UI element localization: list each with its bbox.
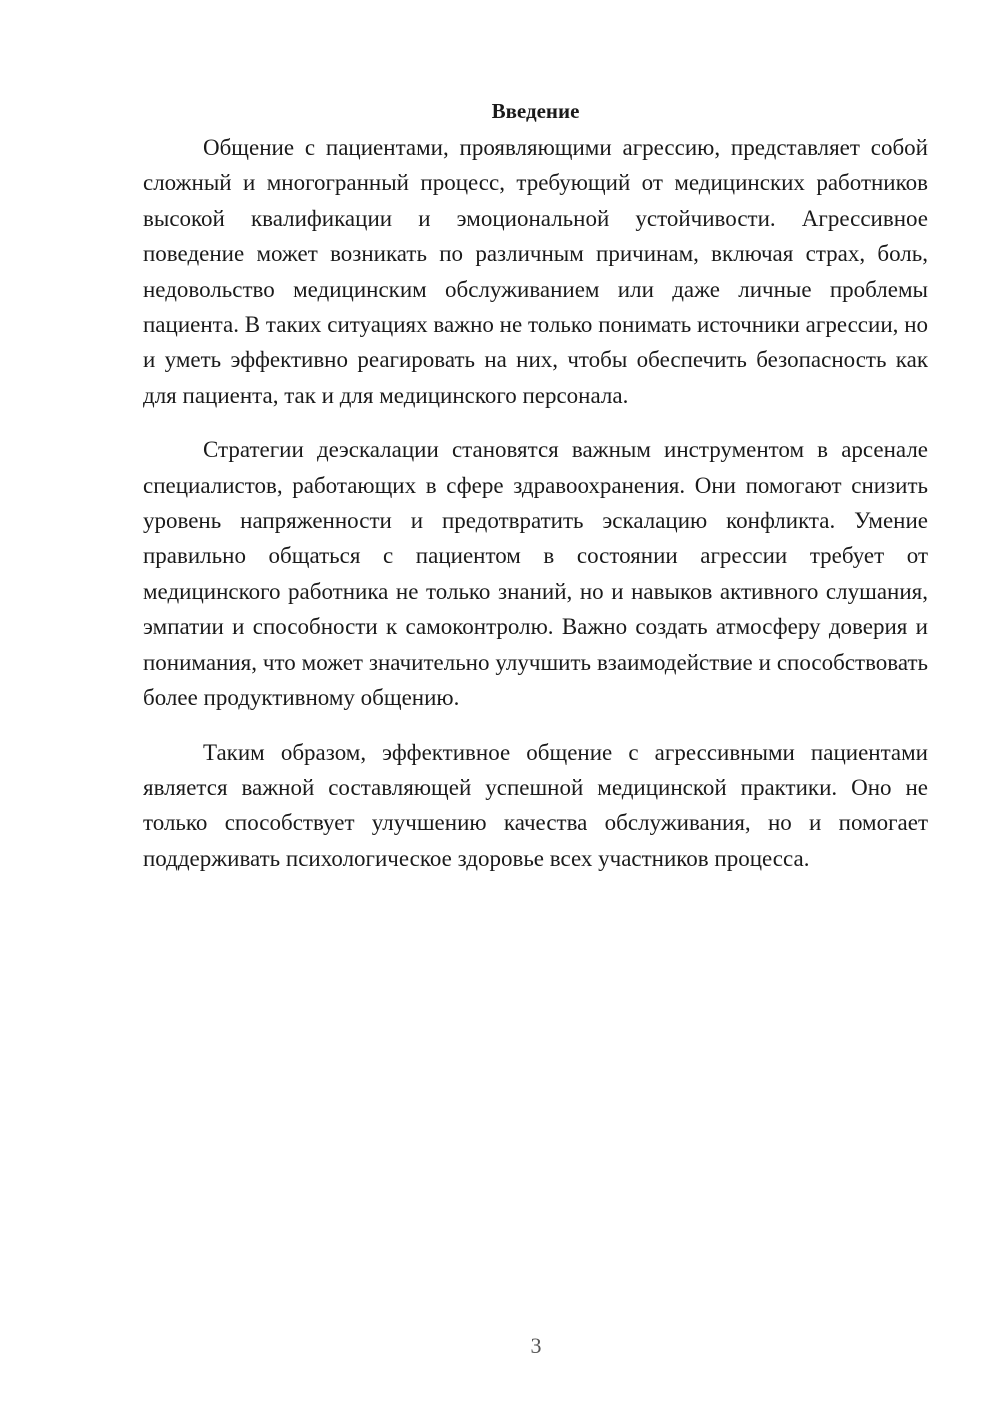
page-content — [143, 96, 928, 895]
page-number: 3 — [530, 1333, 542, 1358]
paragraph-3: Таким образом, эффективное общение с агрессивными пациентами является важной составляющей успешной медицинской практики. Оно не только способствует улучшению качества обслуживания, но и помогает поддерживать психологическое здоровье всех участников процесса. — [143, 739, 928, 871]
paragraph-1: Общение с пациентами, проявляющими агрессию, представляет собой сложный и многогранный процесс, требующий от медицинских работников высокой квалификации и эмоциональной устойчивости. Агрессивное поведение может возникать по различным причинам, включая страх, боль, недовольство медицинским обслуживанием или даже личные проблемы пациента. В таких ситуациях важно не только понимать источники агрессии, но и уметь эффективно реагировать на них, чтобы обеспечить безопасность как для пациента, так и для медицинского персонала. — [143, 135, 928, 408]
section-title: Введение — [491, 99, 580, 123]
paragraph-2: Стратегии деэскалации становятся важным инструментом в арсенале специалистов, работающих в сфере здравоохранения. Они помогают снизить уровень напряженности и предотвратить эскалацию конфликта. Умение правильно общаться с пациентом в состоянии агрессии требует от медицинского работника не только знаний, но и навыков активного слушания, эмпатии и способности к самоконтролю. Важно создать атмосферу доверия и понимания, что может значительно улучшить взаимодействие и способствовать более продуктивному общению. — [143, 437, 928, 711]
